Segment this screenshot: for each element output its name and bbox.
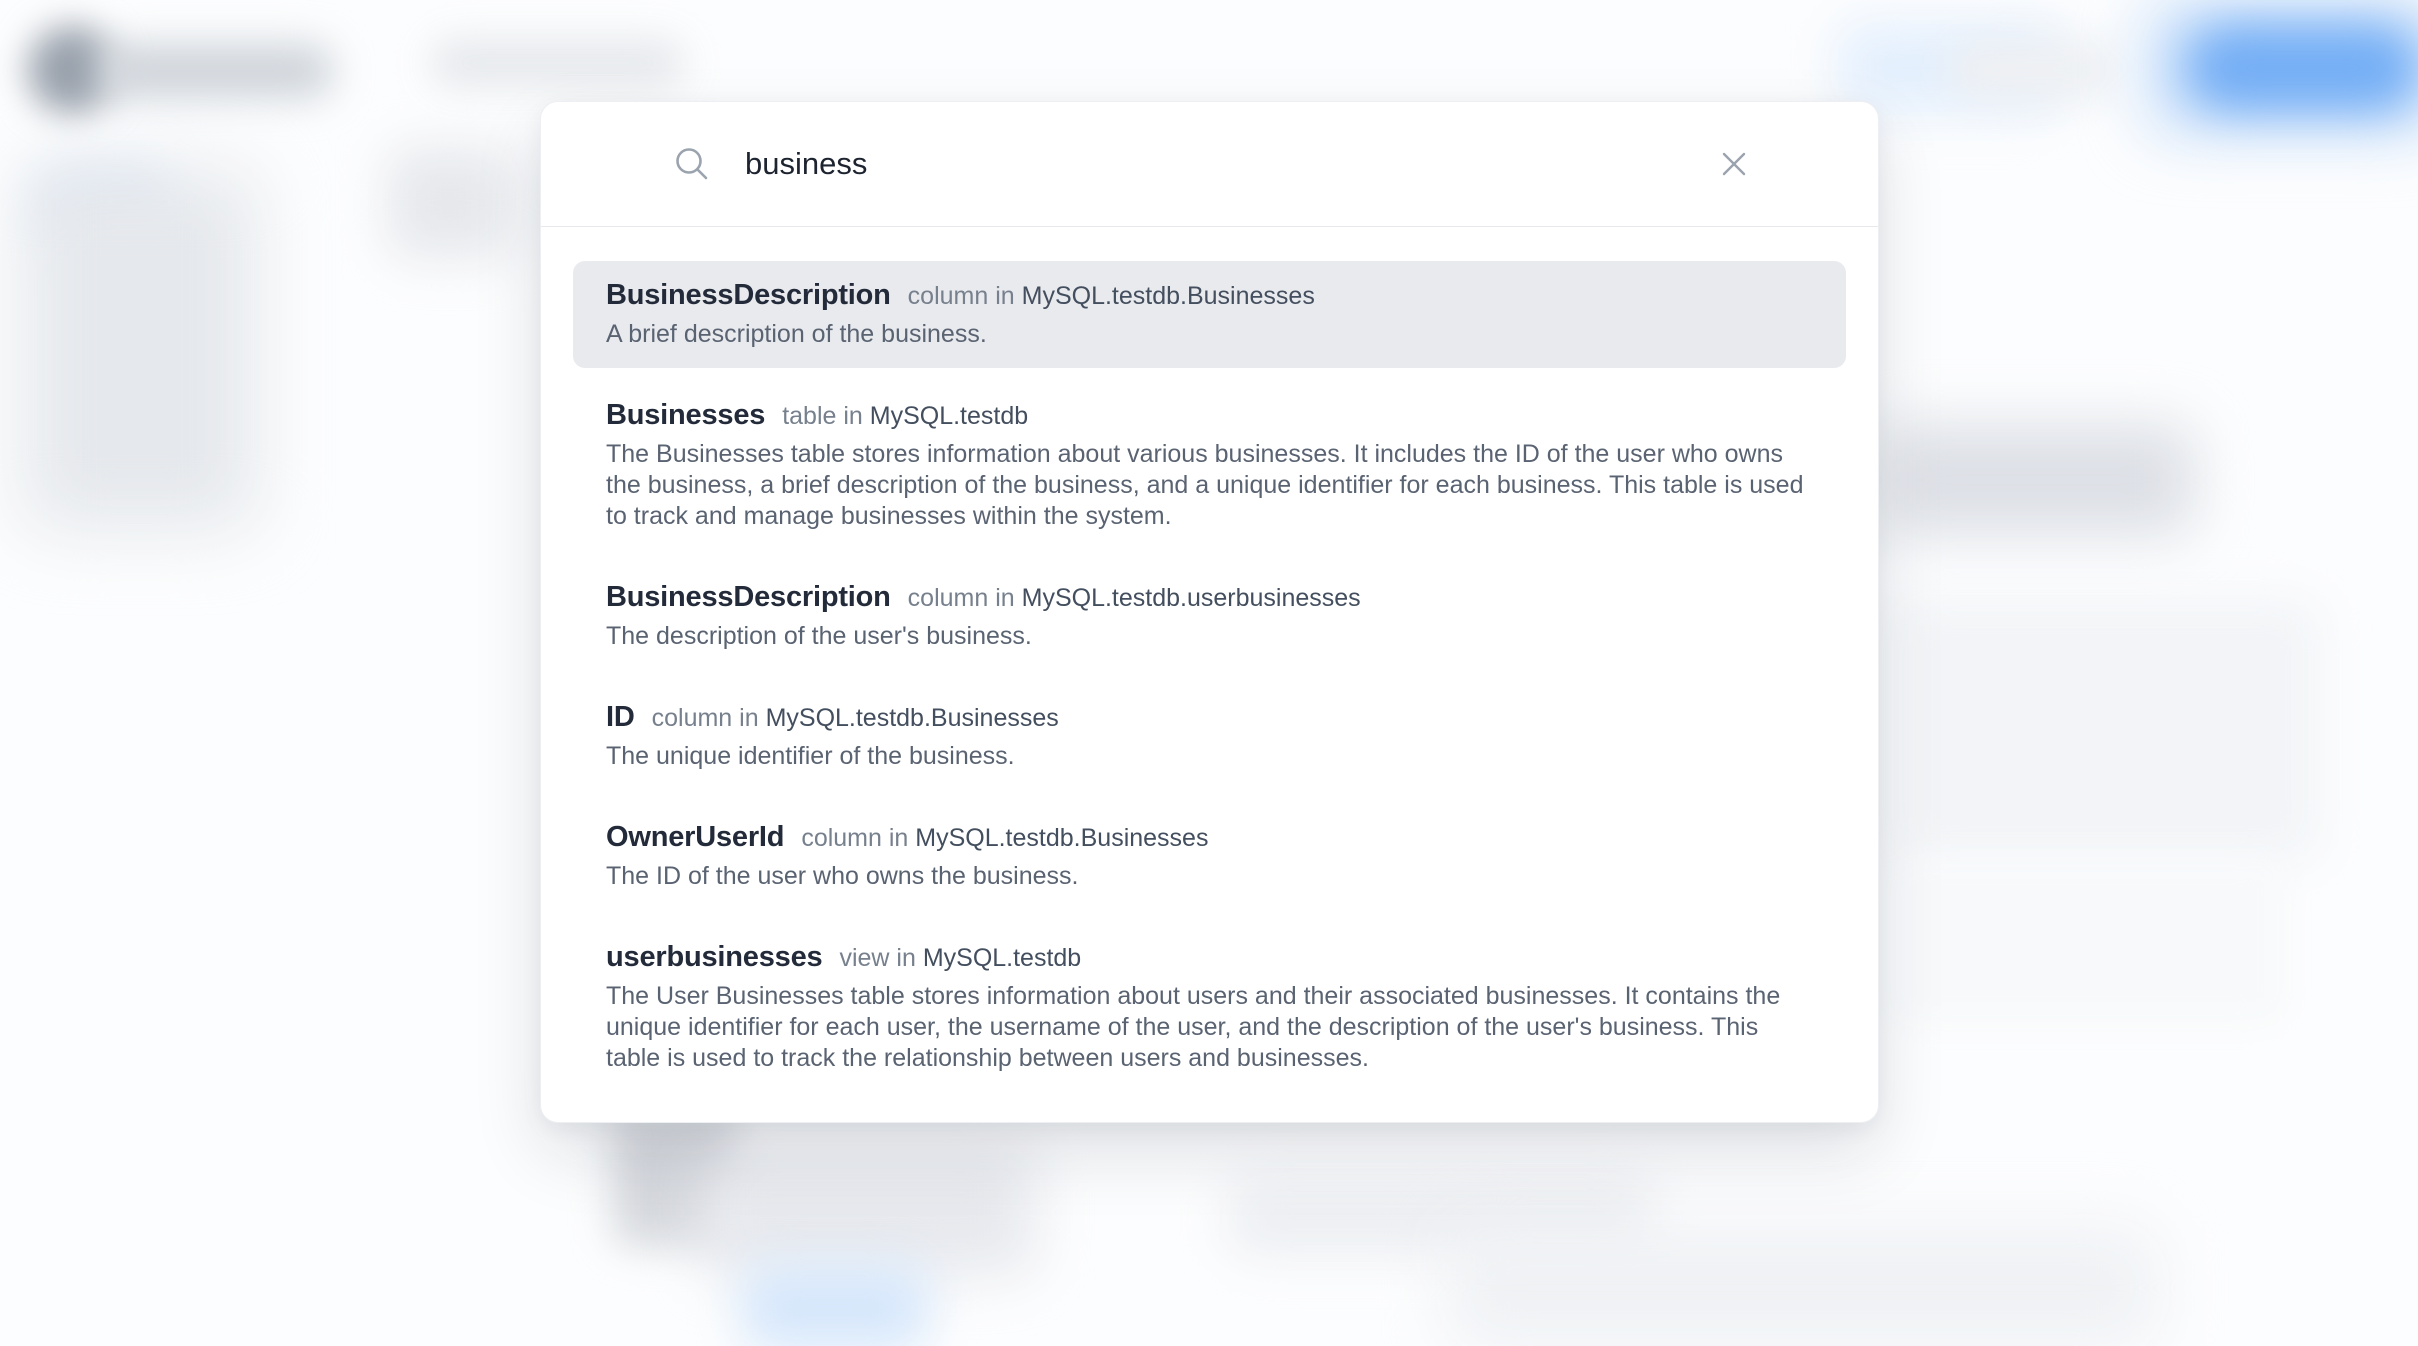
result-location: MySQL.testdb.userbusinesses	[1021, 584, 1361, 612]
result-location: MySQL.testdb	[922, 944, 1082, 972]
result-location: MySQL.testdb.Businesses	[1021, 282, 1315, 310]
search-icon	[673, 145, 711, 183]
blurred-sidebar-item	[38, 168, 168, 238]
blurred-secondary-button	[1838, 24, 2063, 112]
blurred-primary-button-halo	[2148, 2, 2418, 132]
blurred-footer-button	[742, 1265, 927, 1346]
result-kind: view in	[839, 944, 923, 972]
result-heading	[606, 581, 1813, 614]
close-button[interactable]	[1712, 142, 1756, 186]
blurred-header-item	[1948, 40, 2113, 100]
result-title: userbusinesses	[606, 941, 823, 973]
blurred-footer-shape	[612, 1112, 737, 1247]
result-title: Businesses	[606, 399, 766, 431]
result-heading	[606, 399, 1813, 432]
blurred-toolbar-item	[388, 148, 513, 258]
blurred-sidebar-menu	[22, 170, 257, 530]
result-title: BusinessDescription	[606, 581, 891, 613]
result-title: BusinessDescription	[606, 279, 891, 311]
result-location: MySQL.testdb.Businesses	[765, 704, 1059, 732]
blurred-panel-button	[1880, 424, 2195, 536]
blurred-footer-block	[700, 1150, 1035, 1275]
result-meta	[908, 584, 1361, 613]
result-kind: column in	[907, 584, 1022, 612]
result-kind: column in	[801, 824, 916, 852]
search-result-row[interactable]	[573, 261, 1846, 368]
blurred-app-title	[98, 44, 333, 98]
result-description: The description of the user's business.	[606, 622, 1032, 650]
result-meta	[908, 282, 1315, 311]
result-location: MySQL.testdb	[869, 402, 1029, 430]
search-dialog	[540, 101, 1879, 1123]
result-description: The unique identifier of the business.	[606, 742, 1015, 770]
result-meta	[652, 704, 1059, 733]
blurred-breadcrumb	[430, 38, 685, 88]
search-result-row[interactable]	[573, 923, 1846, 1092]
blurred-footer-wash	[1448, 1228, 2158, 1346]
result-location: MySQL.testdb.Businesses	[915, 824, 1209, 852]
result-kind: table in	[782, 402, 870, 430]
result-title: OwnerUserId	[606, 821, 785, 853]
result-heading	[606, 701, 1813, 734]
result-heading	[606, 279, 1813, 312]
result-title: ID	[606, 701, 635, 733]
search-result-row[interactable]	[573, 803, 1846, 910]
blurred-primary-button	[2188, 26, 2418, 110]
result-description: The Businesses table stores information about various businesses. It includes the ID of the user who owns the business, a brief description of the business, and a unique identifier for each business. This table is used to track and manage businesses within the system.	[606, 440, 1804, 530]
search-result-row[interactable]	[573, 683, 1846, 790]
result-meta	[839, 944, 1081, 973]
search-results-list	[541, 227, 1878, 1122]
result-heading	[606, 941, 1813, 974]
result-description: The ID of the user who owns the business.	[606, 862, 1079, 890]
result-meta	[782, 402, 1028, 431]
search-result-row[interactable]	[573, 381, 1846, 550]
result-kind: column in	[907, 282, 1022, 310]
blurred-panel-rows	[1890, 600, 2320, 860]
close-icon	[1718, 148, 1750, 180]
result-description: The User Businesses table stores information about users and their associated businesses. It contains the unique identifier for each user, the username of the user, and the description of the user's business. This table is used to track the relationship between users and businesses.	[606, 982, 1781, 1072]
search-bar	[541, 102, 1878, 226]
search-result-row[interactable]	[573, 563, 1846, 670]
blurred-app-logo	[28, 26, 116, 114]
blurred-footer-bars	[1228, 1182, 1653, 1254]
result-kind: column in	[651, 704, 766, 732]
search-input[interactable]	[745, 146, 1712, 182]
blurred-panel-card	[1890, 858, 2285, 1023]
result-description: A brief description of the business.	[606, 320, 987, 348]
result-heading	[606, 821, 1813, 854]
result-meta	[801, 824, 1208, 853]
